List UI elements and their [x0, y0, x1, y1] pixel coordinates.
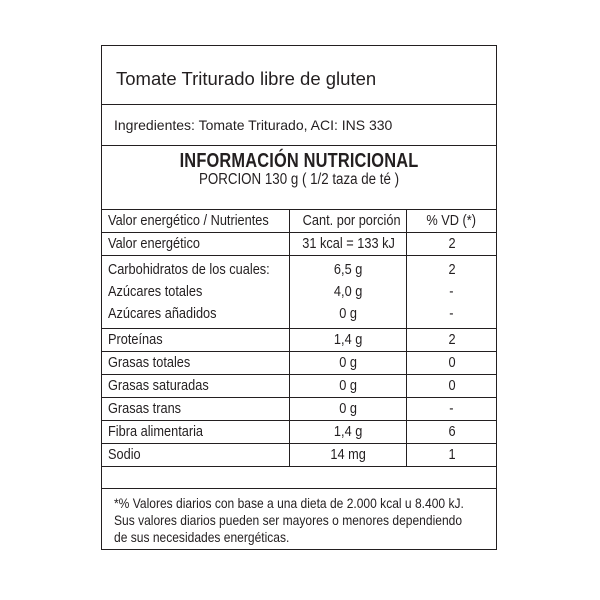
nutrient-amount: 14 mg — [289, 444, 406, 467]
nutrient-name: Grasas trans — [102, 398, 289, 421]
nutrient-vd: 6 — [407, 421, 496, 444]
nutrient-vd: - — [407, 398, 496, 421]
nutrient-amount: 0 g — [289, 352, 406, 375]
nutrient-vd: - — [407, 281, 496, 304]
table-row — [102, 233, 496, 256]
table-row — [102, 304, 496, 329]
nutrient-vd: 0 — [407, 352, 496, 375]
nutrient-name: Valor energético — [102, 233, 289, 256]
nutrient-amount: 0 g — [289, 304, 406, 329]
nutrient-amount: 0 g — [289, 398, 406, 421]
nutrient-vd: 2 — [407, 233, 496, 256]
table-row — [102, 281, 496, 304]
nutrient-vd: - — [407, 304, 496, 329]
nutrient-name: Grasas saturadas — [102, 375, 289, 398]
footnote-line: Sus valores diarios pueden ser mayores o menores dependiendo — [114, 512, 463, 528]
ingredients-row — [102, 105, 496, 146]
footnote — [102, 488, 496, 549]
nutrient-name: Sodio — [102, 444, 289, 467]
nutrient-amount: 1,4 g — [289, 421, 406, 444]
table-row — [102, 375, 496, 398]
nutrient-amount: 1,4 g — [289, 329, 406, 352]
nutrition-heading: INFORMACIÓN NUTRICIONAL — [179, 150, 419, 172]
table-header-row — [102, 210, 496, 233]
footnote-line: *% Valores diarios con base a una dieta de 2.000 kcal u 8.400 kJ. — [114, 495, 464, 511]
table-row — [102, 352, 496, 375]
footnote-line: de sus necesidades energéticas. — [114, 529, 290, 545]
ingredients-text: Ingredientes: Tomate Triturado, ACI: INS 330 — [114, 117, 393, 133]
column-header: Valor energético / Nutrientes — [102, 210, 289, 233]
nutrient-vd: 0 — [407, 375, 496, 398]
nutrient-name: Carbohidratos de los cuales: — [102, 256, 289, 281]
nutrient-amount: 6,5 g — [289, 256, 406, 281]
nutrient-amount: 0 g — [289, 375, 406, 398]
nutrient-name: Azúcares totales — [102, 281, 289, 304]
nutrition-table — [102, 209, 496, 467]
nutrient-amount: 4,0 g — [289, 281, 406, 304]
column-header: Cant. por porción — [289, 210, 406, 233]
product-title: Tomate Triturado libre de gluten — [116, 68, 377, 89]
nutrition-label — [101, 45, 497, 550]
table-row — [102, 421, 496, 444]
table-row — [102, 444, 496, 467]
product-title-row — [102, 46, 496, 105]
nutrient-vd: 1 — [407, 444, 496, 467]
nutrition-heading-block — [102, 150, 496, 189]
table-row — [102, 398, 496, 421]
column-header: % VD (*) — [407, 210, 496, 233]
nutrient-name: Fibra alimentaria — [102, 421, 289, 444]
nutrient-name: Proteínas — [102, 329, 289, 352]
nutrient-vd: 2 — [407, 256, 496, 281]
nutrient-name: Azúcares añadidos — [102, 304, 289, 329]
portion-text: PORCION 130 g ( 1/2 taza de té ) — [198, 171, 400, 188]
nutrient-name: Grasas totales — [102, 352, 289, 375]
table-row — [102, 256, 496, 281]
nutrient-vd: 2 — [407, 329, 496, 352]
table-row — [102, 329, 496, 352]
nutrient-amount: 31 kcal = 133 kJ — [289, 233, 406, 256]
